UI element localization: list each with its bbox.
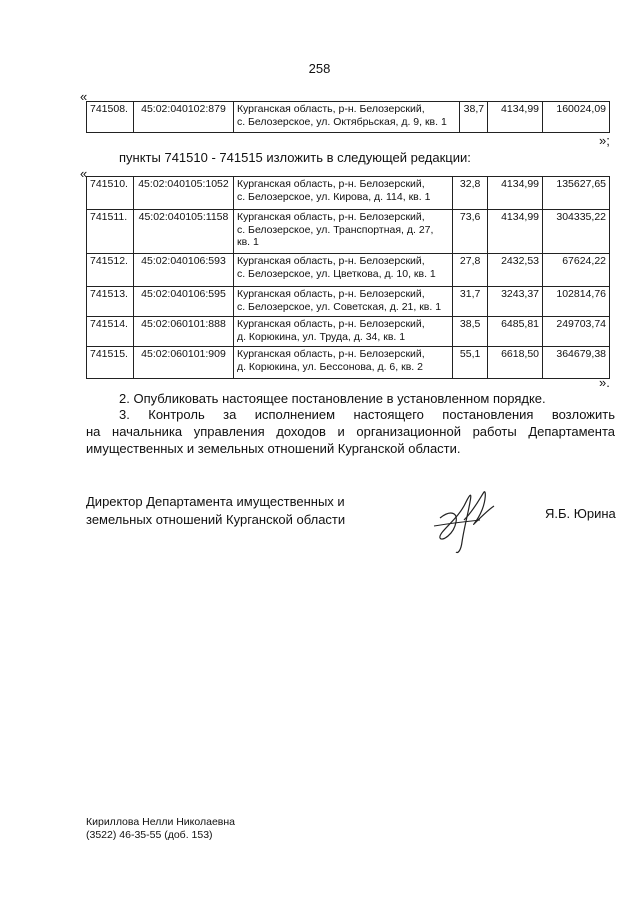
address-line: с. Белозерское, ул. Кирова, д. 114, кв. 1 [236, 190, 431, 203]
area-value: 31,7 [453, 287, 488, 317]
closing-quote: »; [599, 133, 610, 148]
address-line: кв. 1 [236, 236, 259, 248]
rate-value: 2432,53 [488, 254, 543, 287]
address-line: Курганская область, р-н. Белозерский, [236, 255, 425, 267]
address-cell [233, 177, 452, 210]
item-2-text: 2. Опубликовать настоящее постановление в установленном порядке. [119, 391, 546, 406]
total-value: 249703,74 [543, 317, 610, 347]
row-number: 741510. [87, 177, 134, 210]
total-value: 67624,22 [543, 254, 610, 287]
table-row [87, 210, 610, 254]
opening-quote: « [80, 89, 88, 104]
address-cell [233, 317, 452, 347]
cadastral-number: 45:02:040106:595 [133, 287, 233, 317]
cadastral-number: 45:02:060101:888 [133, 317, 233, 347]
table-2 [86, 176, 610, 379]
cadastral-number: 45:02:040105:1158 [133, 210, 233, 254]
total-value: 135627,65 [543, 177, 610, 210]
row-number: 741512. [87, 254, 134, 287]
total-value: 160024,09 [543, 102, 610, 133]
rate-value: 4134,99 [488, 177, 543, 210]
signatory-title-line: Директор Департамента имущественных и [86, 494, 345, 509]
item-3-line: имущественных и земельных отношений Курганской области. [86, 441, 461, 456]
row-number: 741515. [87, 347, 134, 379]
cadastral-number: 45:02:040106:593 [133, 254, 233, 287]
address-line: с. Белозерское, ул. Цветкова, д. 10, кв. 1 [236, 267, 436, 280]
total-value: 304335,22 [543, 210, 610, 254]
address-line: Курганская область, р-н. Белозерский, [236, 348, 425, 360]
address-line: Курганская область, р-н. Белозерский, [236, 178, 425, 190]
page-number: 258 [308, 61, 331, 76]
signatory-title [86, 493, 345, 529]
area-value: 55,1 [453, 347, 488, 379]
signatory-name: Я.Б. Юрина [545, 506, 616, 521]
instruction-text: пункты 741510 - 741515 изложить в следующей редакции: [119, 150, 471, 165]
closing-quote: ». [599, 375, 610, 390]
area-value: 32,8 [453, 177, 488, 210]
row-number: 741513. [87, 287, 134, 317]
area-value: 27,8 [453, 254, 488, 287]
address-cell [233, 210, 452, 254]
area-value: 73,6 [453, 210, 488, 254]
item-3-line: на начальника управления доходов и организационной работы Департамента [86, 424, 615, 439]
total-value: 102814,76 [543, 287, 610, 317]
address-cell [233, 102, 459, 133]
rate-value: 4134,99 [488, 210, 543, 254]
address-line: Курганская область, р-н. Белозерский, [236, 318, 425, 330]
address-cell [233, 254, 452, 287]
area-value: 38,5 [453, 317, 488, 347]
address-cell [233, 347, 452, 379]
address-line: д. Корюкина, ул. Труда, д. 34, кв. 1 [236, 330, 406, 343]
executor-info [86, 816, 235, 842]
address-line: с. Белозерское, ул. Транспортная, д. 27, [236, 223, 434, 236]
area-value: 38,7 [460, 102, 488, 133]
rate-value: 6485,81 [488, 317, 543, 347]
cadastral-number: 45:02:040102:879 [133, 102, 233, 133]
rate-value: 4134,99 [488, 102, 543, 133]
opening-quote: « [80, 166, 88, 181]
address-line: с. Белозерское, ул. Октябрьская, д. 9, кв. 1 [236, 115, 447, 128]
executor-name: Кириллова Нелли Николаевна [86, 816, 236, 828]
item-3-line: 3. Контроль за исполнением настоящего постановления возложить [119, 407, 615, 422]
table-row [87, 177, 610, 210]
row-number: 741514. [87, 317, 134, 347]
rate-value: 3243,37 [488, 287, 543, 317]
address-line: Курганская область, р-н. Белозерский, [236, 211, 425, 223]
address-line: д. Корюкина, ул. Бессонова, д. 6, кв. 2 [236, 360, 423, 373]
address-line: Курганская область, р-н. Белозерский, [236, 288, 425, 300]
table-row [87, 287, 610, 317]
handwritten-signature [428, 480, 508, 558]
table-row [87, 254, 610, 287]
executor-phone: (3522) 46-35-55 (доб. 153) [86, 829, 213, 841]
table-row [87, 347, 610, 379]
row-number: 741508. [87, 102, 134, 133]
row-number: 741511. [87, 210, 134, 254]
table-row [87, 102, 610, 133]
address-cell [233, 287, 452, 317]
address-line: с. Белозерское, ул. Советская, д. 21, кв. 1 [236, 300, 442, 313]
table-1 [86, 101, 610, 133]
total-value: 364679,38 [543, 347, 610, 379]
signatory-title-line: земельных отношений Курганской области [86, 512, 346, 527]
rate-value: 6618,50 [488, 347, 543, 379]
table-row [87, 317, 610, 347]
cadastral-number: 45:02:040105:1052 [133, 177, 233, 210]
address-line: Курганская область, р-н. Белозерский, [236, 103, 425, 115]
cadastral-number: 45:02:060101:909 [133, 347, 233, 379]
